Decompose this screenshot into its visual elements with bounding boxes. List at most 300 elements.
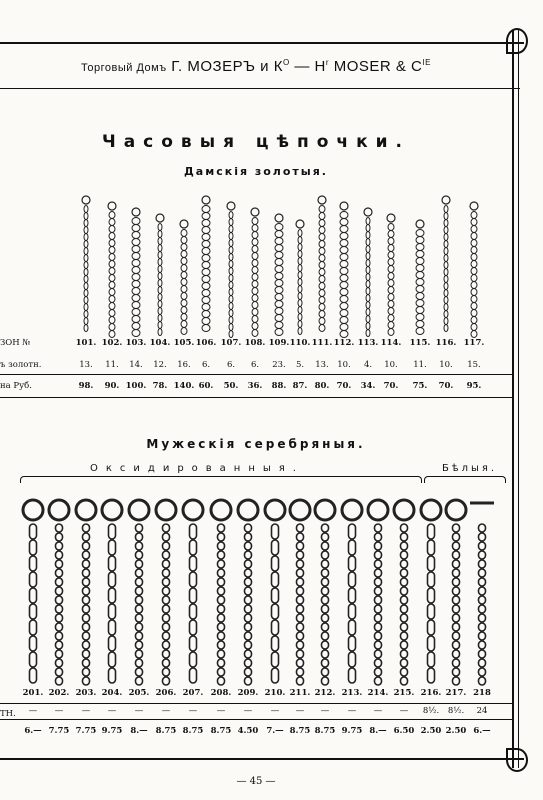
- mens-chain-link: [401, 641, 408, 649]
- mens-chain-link: [453, 650, 460, 658]
- ladies-chain-link: [181, 300, 187, 307]
- ladies-chain-ring: [442, 196, 450, 204]
- ladies-chain: [416, 220, 424, 335]
- ladies-chain-link: [388, 280, 394, 287]
- ladies-chain-link: [471, 317, 477, 324]
- ladies-chain-link: [366, 225, 370, 232]
- mens-chain-link: [163, 533, 170, 541]
- ladies-chain-link: [444, 255, 448, 262]
- ladies-gold-cell: 12.: [153, 360, 167, 370]
- ladies-table-rule-2: [0, 397, 512, 398]
- mens-chain-link: [56, 605, 63, 613]
- ladies-chain-link: [388, 294, 394, 301]
- ladies-chain-link: [84, 234, 88, 241]
- mens-chain-link: [245, 551, 252, 559]
- mens-chain-link: [322, 578, 329, 586]
- mens-chain-link: [272, 652, 279, 667]
- ladies-chain-link: [109, 275, 115, 282]
- mens-chain-link: [245, 623, 252, 631]
- mens-chain-link: [190, 668, 197, 683]
- ladies-chain-link: [340, 254, 348, 261]
- mens-chain-link: [479, 587, 486, 595]
- mens-chain-link: [163, 587, 170, 595]
- ladies-chain-link: [319, 255, 325, 262]
- mens-chain-link: [349, 588, 356, 603]
- mens-chain-link: [375, 524, 382, 532]
- ladies-chain-link: [388, 308, 394, 315]
- ladies-chain-link: [471, 233, 477, 240]
- mens-chain-link: [218, 533, 225, 541]
- mens-chain-link: [109, 668, 116, 683]
- ladies-chain-link: [298, 272, 302, 279]
- ladies-chain-ring: [82, 196, 90, 204]
- ladies-chain-ring: [296, 220, 304, 228]
- ladies-chain-link: [366, 323, 370, 330]
- mens-chain-link: [190, 540, 197, 555]
- ladies-chain-link: [275, 308, 283, 315]
- ladies-chain-link: [416, 230, 424, 237]
- ladies-chain-link: [366, 295, 370, 302]
- ladies-chain-link: [388, 259, 394, 266]
- ladies-chain-link: [132, 239, 140, 246]
- mens-chain-link: [297, 677, 304, 685]
- mens-chain-link: [83, 605, 90, 613]
- mens-chain-link: [83, 641, 90, 649]
- mens-chain-link: [375, 596, 382, 604]
- ladies-chain-link: [319, 213, 325, 220]
- ladies-number-cell: 108.: [244, 338, 266, 348]
- ladies-chain-link: [132, 225, 140, 232]
- mens-chain-link: [190, 572, 197, 587]
- ladies-chain-link: [366, 316, 370, 323]
- mens-chain-link: [272, 620, 279, 635]
- mens-chain-link: [453, 551, 460, 559]
- mens-chain-link: [56, 632, 63, 640]
- ladies-chain-link: [416, 272, 424, 279]
- mens-chain-ring: [238, 500, 258, 520]
- ladies-chain-link: [416, 258, 424, 265]
- ladies-gold-cell: 16.: [177, 360, 191, 370]
- ladies-chain: [275, 214, 283, 336]
- mens-weight-cell: —: [134, 706, 144, 716]
- ladies-chain-link: [366, 246, 370, 253]
- ladies-chain-link: [444, 311, 448, 318]
- ladies-chain-link: [340, 219, 348, 226]
- ladies-chain-ring: [318, 196, 326, 204]
- mens-chain-link: [245, 614, 252, 622]
- mens-chain-link: [218, 677, 225, 685]
- ladies-number-cell: 106.: [195, 338, 217, 348]
- ladies-chain-link: [319, 283, 325, 290]
- ladies-chain-link: [181, 279, 187, 286]
- header-moser-fr-text: MOSER & C: [333, 58, 423, 75]
- ladies-chain-link: [181, 237, 187, 244]
- mens-chain: [446, 500, 466, 685]
- ladies-chain-link: [340, 296, 348, 303]
- mens-chain-link: [163, 524, 170, 532]
- ladies-chain-link: [319, 248, 325, 255]
- mens-number-cell: 211.: [289, 688, 311, 698]
- ladies-chain: [156, 214, 164, 336]
- ladies-chain-link: [84, 276, 88, 283]
- mens-chain-link: [163, 605, 170, 613]
- mens-chain-link: [297, 578, 304, 586]
- ladies-price-cell: 88.: [271, 381, 287, 391]
- mens-chain-link: [56, 641, 63, 649]
- ladies-chain: [340, 202, 348, 338]
- mens-chain-ring: [342, 500, 362, 520]
- ladies-price-cell: 78.: [152, 381, 168, 391]
- mens-chain-link: [479, 605, 486, 613]
- ladies-chain-link: [132, 232, 140, 239]
- ladies-chain: [318, 196, 326, 332]
- ladies-chain-link: [109, 317, 115, 324]
- ladies-chain-link: [181, 328, 187, 335]
- mens-number-cell: 209.: [237, 688, 259, 698]
- ladies-chain-link: [366, 288, 370, 295]
- mens-chain-link: [218, 632, 225, 640]
- header-h-text: — H: [294, 58, 326, 75]
- ladies-chain-link: [181, 314, 187, 321]
- mens-chain-link: [56, 569, 63, 577]
- ladies-chain-link: [158, 294, 162, 301]
- mens-chain-link: [56, 524, 63, 532]
- mens-chain-link: [297, 596, 304, 604]
- ladies-chain-link: [298, 293, 302, 300]
- ladies-chain-link: [202, 269, 210, 276]
- ladies-gold-cell: 13.: [315, 360, 329, 370]
- mens-chain-link: [109, 556, 116, 571]
- mens-chain-link: [190, 620, 197, 635]
- mens-chain-link: [30, 604, 37, 619]
- mens-chain-link: [349, 620, 356, 635]
- ladies-chain-link: [252, 246, 258, 253]
- mens-chain-link: [322, 605, 329, 613]
- mens-number-cell: 204.: [101, 688, 123, 698]
- ladies-chain-link: [252, 218, 258, 225]
- ladies-number-cell: 102.: [101, 338, 123, 348]
- mens-chain-link: [375, 641, 382, 649]
- ladies-chain-link: [132, 309, 140, 316]
- mens-chain-link: [30, 556, 37, 571]
- ladies-chain-link: [202, 234, 210, 241]
- ladies-chain-link: [252, 267, 258, 274]
- mens-chain-link: [322, 659, 329, 667]
- mens-chain-ring: [211, 500, 231, 520]
- mens-chain-link: [272, 524, 279, 539]
- ladies-chain-link: [158, 301, 162, 308]
- ladies-label-price: на Руб.: [0, 381, 32, 391]
- ladies-chain-link: [340, 233, 348, 240]
- ladies-chain-link: [275, 329, 283, 336]
- ladies-gold-cell: 11.: [413, 360, 427, 370]
- mens-chain-link: [297, 524, 304, 532]
- mens-chain-link: [375, 605, 382, 613]
- ladies-chain-link: [181, 321, 187, 328]
- mens-weight-cell: —: [347, 706, 357, 716]
- mens-chain-link: [218, 551, 225, 559]
- mens-chain-link: [136, 533, 143, 541]
- ladies-chain-link: [275, 322, 283, 329]
- mens-chain-link: [83, 569, 90, 577]
- ladies-chain-link: [298, 237, 302, 244]
- ladies-chain-link: [229, 219, 233, 226]
- ladies-chain-link: [471, 275, 477, 282]
- mens-chain-link: [30, 572, 37, 587]
- ladies-chain-link: [319, 311, 325, 318]
- mens-price-cell: 8.75: [182, 726, 204, 736]
- ladies-chain-link: [319, 325, 325, 332]
- mens-chain-link: [245, 524, 252, 532]
- header-trading-house: Торговый Домъ: [81, 62, 167, 74]
- mens-chain-link: [375, 569, 382, 577]
- ladies-chain-link: [388, 329, 394, 336]
- mens-chain-link: [136, 677, 143, 685]
- ladies-chain-link: [109, 254, 115, 261]
- ladies-chain-link: [229, 254, 233, 261]
- mens-chain-link: [297, 533, 304, 541]
- ladies-number-cell: 116.: [435, 338, 457, 348]
- ladies-chain-link: [229, 247, 233, 254]
- ladies-chain-link: [275, 238, 283, 245]
- mens-chain-link: [428, 572, 435, 587]
- mens-subtitle: Мужескія серебряныя.: [146, 437, 366, 451]
- ladies-chain-link: [181, 307, 187, 314]
- ladies-chain-link: [158, 308, 162, 315]
- mens-chain-link: [453, 542, 460, 550]
- ladies-chain-ring: [132, 208, 140, 216]
- mens-chain-link: [453, 560, 460, 568]
- ladies-chain-ring: [340, 202, 348, 210]
- mens-chain-link: [322, 632, 329, 640]
- mens-chain-link: [109, 588, 116, 603]
- ladies-chain-link: [471, 289, 477, 296]
- ladies-chain-link: [388, 322, 394, 329]
- ladies-chain-link: [444, 276, 448, 283]
- mens-price-cell: 2.50: [420, 726, 442, 736]
- mens-chain-link: [83, 614, 90, 622]
- mens-chain-link: [218, 659, 225, 667]
- mens-chain-ring: [129, 500, 149, 520]
- ladies-price-cell: 70.: [438, 381, 454, 391]
- mens-chain-link: [479, 668, 486, 676]
- mens-chain-link: [297, 659, 304, 667]
- mens-chain-link: [453, 632, 460, 640]
- header-h-sup: r: [325, 58, 330, 67]
- ladies-chain-link: [181, 272, 187, 279]
- mens-chain-link: [109, 652, 116, 667]
- mens-chain-link: [297, 560, 304, 568]
- ladies-number-cell: 109.: [268, 338, 290, 348]
- ladies-gold-cell: 13.: [79, 360, 93, 370]
- mens-chain-link: [218, 560, 225, 568]
- mens-chain-link: [428, 636, 435, 651]
- white-brace: [424, 476, 506, 483]
- mens-number-cell: 216.: [420, 688, 442, 698]
- ladies-chain-link: [84, 227, 88, 234]
- ladies-chain-link: [229, 282, 233, 289]
- ladies-price-cell: 60.: [198, 381, 214, 391]
- ladies-chain-link: [84, 241, 88, 248]
- mens-chain-link: [136, 623, 143, 631]
- ladies-chain-link: [340, 226, 348, 233]
- mens-chain-ring: [315, 500, 335, 520]
- mens-chain-link: [245, 605, 252, 613]
- mens-chain-link: [375, 533, 382, 541]
- mens-chain-link: [375, 614, 382, 622]
- mens-chain-link: [245, 641, 252, 649]
- mens-chain-ring: [49, 500, 69, 520]
- ladies-chain-link: [275, 259, 283, 266]
- ladies-chain-link: [319, 304, 325, 311]
- mens-weight-cell: 8½.: [447, 706, 465, 716]
- mens-weight-cell: —: [270, 706, 280, 716]
- ladies-chain-link: [202, 311, 210, 318]
- mens-chain-link: [218, 623, 225, 631]
- mens-chain-link: [453, 533, 460, 541]
- ladies-number-cell: 107.: [220, 338, 242, 348]
- ladies-price-cell: 87.: [292, 381, 308, 391]
- ladies-chain-link: [340, 282, 348, 289]
- mens-number-cell: 212.: [314, 688, 336, 698]
- ladies-chain-link: [319, 234, 325, 241]
- ladies-chain-link: [388, 252, 394, 259]
- ladies-chain-link: [471, 303, 477, 310]
- mens-number-cell: 218: [473, 688, 491, 698]
- header-moser-ru-text: Г. МОЗЕРЪ и К: [171, 58, 283, 75]
- mens-chain-link: [322, 668, 329, 676]
- ladies-chain-link: [366, 232, 370, 239]
- ladies-chain-link: [319, 206, 325, 213]
- mens-chain-link: [401, 524, 408, 532]
- mens-chain-link: [375, 623, 382, 631]
- ladies-gold-cell: 11.: [105, 360, 119, 370]
- ladies-chain: [364, 208, 372, 337]
- mens-chain-link: [56, 623, 63, 631]
- mens-chain: [421, 500, 441, 683]
- ladies-chain-link: [158, 231, 162, 238]
- mens-chain-link: [401, 560, 408, 568]
- mens-chain-link: [163, 632, 170, 640]
- ladies-chain: [132, 208, 140, 337]
- ladies-chain-link: [181, 265, 187, 272]
- mens-chain-link: [272, 588, 279, 603]
- mens-chain-ring: [368, 500, 388, 520]
- mens-chain-link: [56, 614, 63, 622]
- ladies-chain-link: [366, 260, 370, 267]
- mens-chain-link: [163, 641, 170, 649]
- mens-chain-link: [401, 650, 408, 658]
- mens-chain-link: [56, 596, 63, 604]
- mens-chain-link: [401, 578, 408, 586]
- ladies-chain-link: [416, 265, 424, 272]
- mens-chain-link: [322, 569, 329, 577]
- mens-chain-ring: [394, 500, 414, 520]
- mens-chain-link: [453, 623, 460, 631]
- ladies-chain-link: [275, 294, 283, 301]
- ladies-chain-link: [444, 297, 448, 304]
- mens-chain-link: [245, 560, 252, 568]
- mens-chain-link: [83, 560, 90, 568]
- ladies-gold-cell: 4.: [363, 360, 373, 370]
- mens-chain-ring: [290, 500, 310, 520]
- mens-chain-link: [136, 542, 143, 550]
- mens-chain-link: [245, 569, 252, 577]
- mens-chain-link: [401, 533, 408, 541]
- mens-chain-link: [428, 668, 435, 683]
- mens-chain-link: [163, 668, 170, 676]
- ladies-chain-link: [340, 275, 348, 282]
- mens-chain-link: [479, 578, 486, 586]
- ladies-price-cell: 100.: [125, 381, 147, 391]
- mens-chain-link: [218, 524, 225, 532]
- ladies-chain-link: [202, 290, 210, 297]
- ladies-chain-link: [109, 296, 115, 303]
- mens-number-cell: 208.: [210, 688, 232, 698]
- ladies-chain-link: [229, 240, 233, 247]
- mens-chain: [211, 500, 231, 685]
- mens-chain: [23, 500, 43, 683]
- mens-chain-link: [163, 551, 170, 559]
- mens-chain-link: [453, 578, 460, 586]
- ladies-chain-link: [132, 267, 140, 274]
- mens-number-cell: 207.: [182, 688, 204, 698]
- mens-chain-link: [322, 641, 329, 649]
- ladies-chain: [470, 202, 478, 338]
- ladies-chain-link: [252, 260, 258, 267]
- ladies-chain-link: [132, 316, 140, 323]
- mens-chain-link: [297, 542, 304, 550]
- mens-chain-link: [163, 542, 170, 550]
- ladies-chain-link: [181, 244, 187, 251]
- mens-chain-link: [401, 632, 408, 640]
- mens-number-cell: 202.: [48, 688, 70, 698]
- ladies-chain-link: [340, 261, 348, 268]
- mens-chain-link: [401, 596, 408, 604]
- mens-chain-link: [83, 668, 90, 676]
- ladies-chain-link: [202, 297, 210, 304]
- ladies-price-cell: 36.: [247, 381, 263, 391]
- mens-chain-link: [136, 641, 143, 649]
- mens-chain-link: [190, 604, 197, 619]
- ladies-number-cell: 114.: [380, 338, 402, 348]
- mens-chain-link: [297, 641, 304, 649]
- ladies-chain-link: [275, 245, 283, 252]
- mens-price-cell: 2.50: [445, 726, 467, 736]
- mens-chain-link: [272, 636, 279, 651]
- mens-chain-link: [322, 677, 329, 685]
- mens-chain-link: [245, 668, 252, 676]
- ladies-chain-link: [471, 212, 477, 219]
- ladies-chain-ring: [387, 214, 395, 222]
- ladies-chain-link: [416, 286, 424, 293]
- ladies-chain-link: [340, 240, 348, 247]
- ladies-chain-link: [340, 289, 348, 296]
- mens-price-cell: 7.—: [266, 726, 284, 736]
- ladies-chain-link: [252, 316, 258, 323]
- mens-chain-link: [297, 587, 304, 595]
- mens-chain-link: [297, 650, 304, 658]
- ladies-chain-link: [158, 315, 162, 322]
- ladies-chain-link: [84, 304, 88, 311]
- ladies-chain-link: [109, 233, 115, 240]
- ladies-chain-link: [366, 253, 370, 260]
- mens-chain-link: [479, 524, 486, 532]
- mens-chain-link: [109, 620, 116, 635]
- ladies-chain-link: [275, 301, 283, 308]
- mens-chain-link: [401, 605, 408, 613]
- mens-chain-ring: [183, 500, 203, 520]
